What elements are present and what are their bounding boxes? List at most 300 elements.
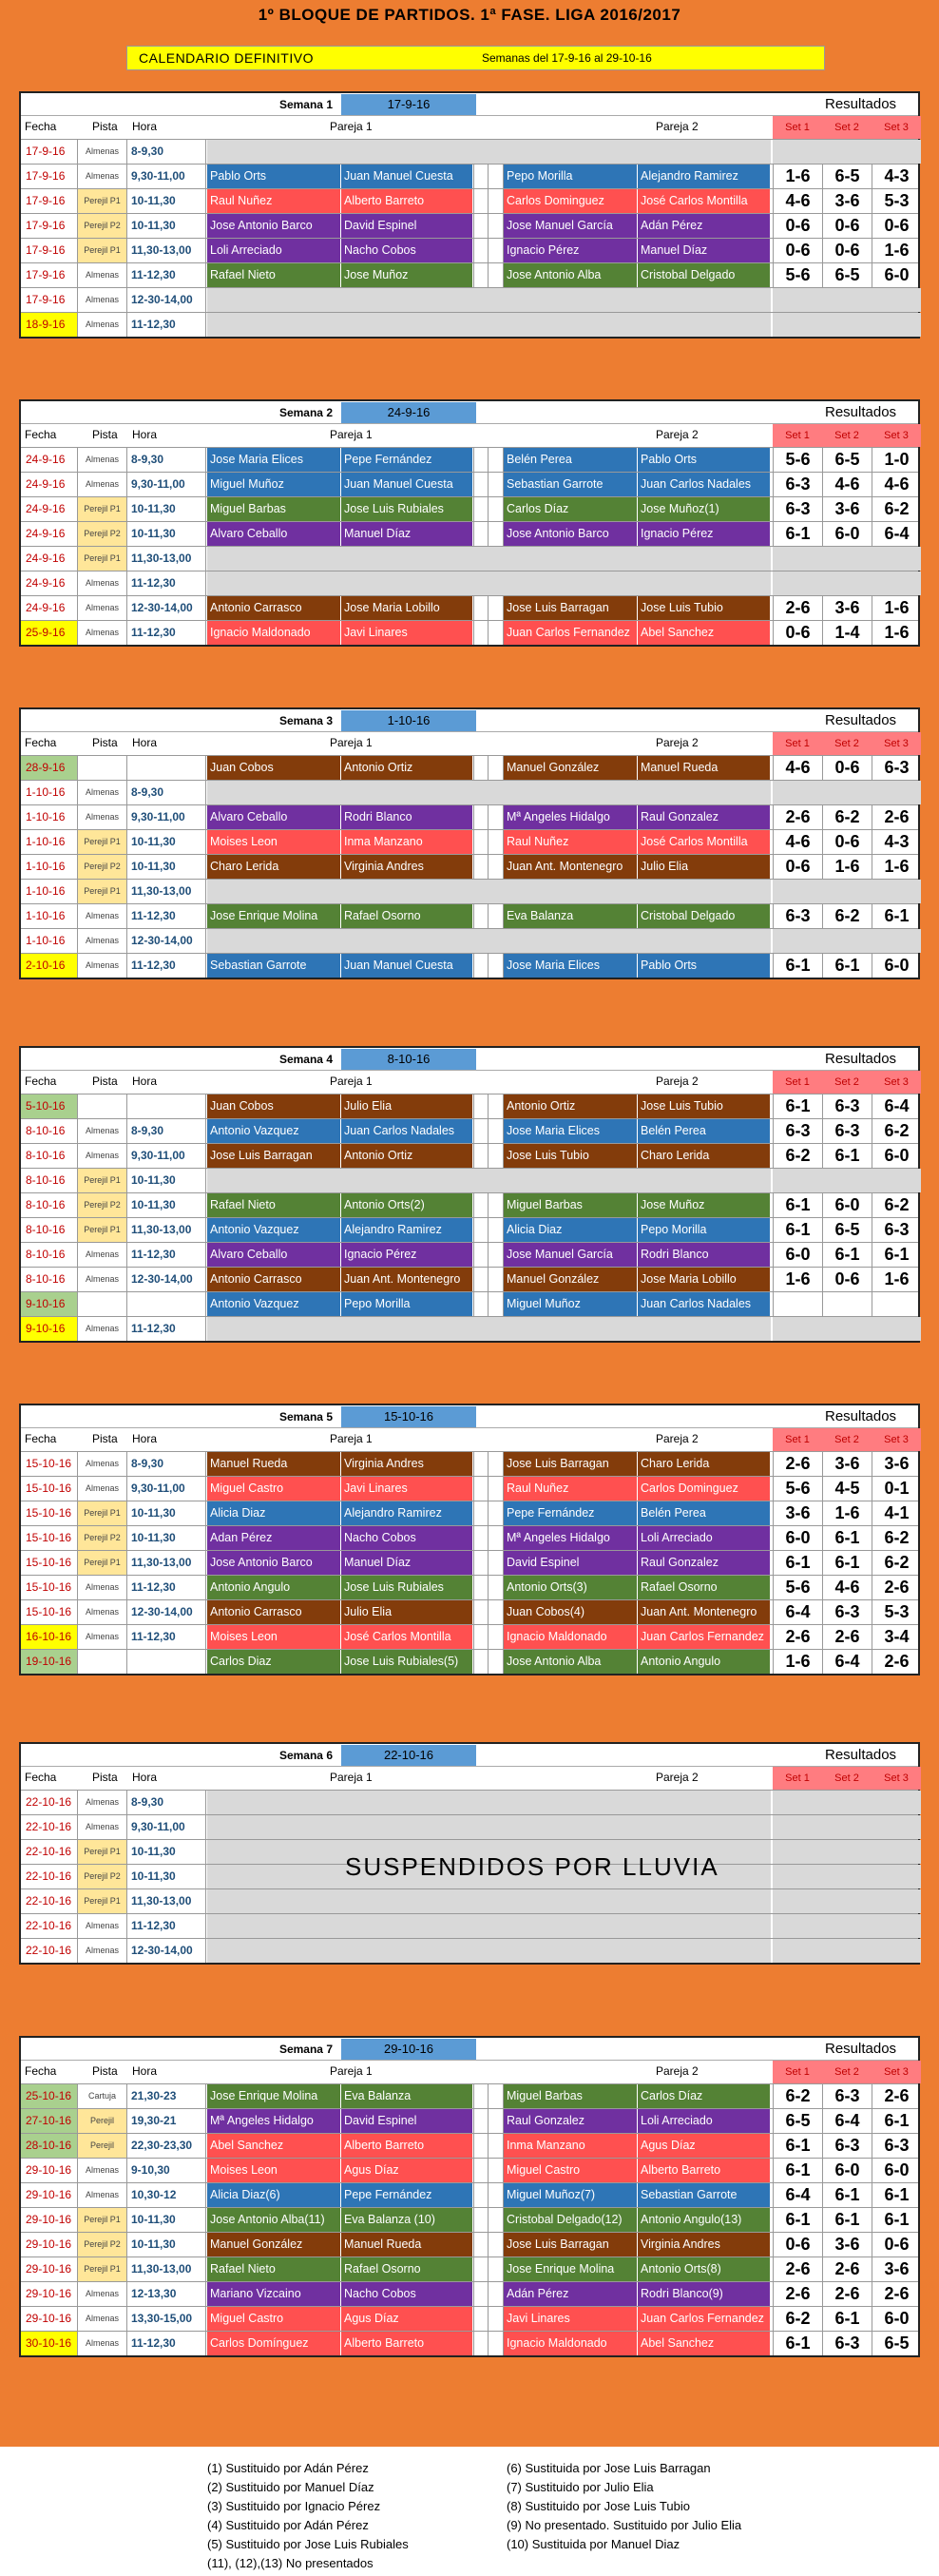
pair2-player-b: Belén Perea bbox=[638, 1119, 771, 1143]
set-2-score: 3-6 bbox=[822, 1452, 872, 1476]
set-3-score: 0-6 bbox=[872, 2233, 921, 2256]
pair1-player-a: Miguel Castro bbox=[207, 1477, 341, 1501]
match-time: 11-12,30 bbox=[127, 1243, 206, 1267]
match-date: 29-10-16 bbox=[21, 2159, 78, 2182]
set-3-score: 4-6 bbox=[872, 473, 921, 496]
week-header bbox=[21, 1744, 918, 1767]
match-court bbox=[78, 1292, 127, 1316]
pair2-player-b: Julio Elia bbox=[638, 855, 771, 879]
pair2-player-b: Cristobal Delgado bbox=[638, 904, 771, 928]
week-date: 15-10-16 bbox=[341, 1406, 476, 1427]
separator bbox=[489, 165, 504, 188]
col-header-fecha: Fecha bbox=[25, 428, 57, 441]
set-1-score: 6-1 bbox=[773, 2208, 822, 2232]
match-time: 10-11,30 bbox=[127, 2208, 206, 2232]
set-2-score: 6-3 bbox=[822, 1600, 872, 1624]
match-time: 9,30-11,00 bbox=[127, 165, 206, 188]
set-3-score: 5-3 bbox=[872, 1600, 921, 1624]
col-header-set3: Set 3 bbox=[872, 732, 921, 755]
empty-scores bbox=[773, 1791, 921, 1814]
match-time: 8-9,30 bbox=[127, 1791, 206, 1814]
match-time: 10-11,30 bbox=[127, 855, 206, 879]
match-court: Perejil bbox=[78, 2134, 127, 2158]
match-date: 27-10-16 bbox=[21, 2109, 78, 2133]
match-row bbox=[21, 2182, 918, 2207]
col-header-fecha: Fecha bbox=[25, 120, 57, 133]
col-header-pista: Pista bbox=[92, 1075, 118, 1088]
match-row bbox=[21, 1217, 918, 1242]
col-header-pareja2: Pareja 2 bbox=[656, 736, 699, 749]
pair1-player-a: Alicia Diaz(6) bbox=[207, 2183, 341, 2207]
col-header-set3: Set 3 bbox=[872, 2061, 921, 2083]
col-header-fecha: Fecha bbox=[25, 1771, 57, 1784]
match-court: Perejil P1 bbox=[78, 189, 127, 213]
pair2-player-a: Manuel González bbox=[504, 1268, 638, 1291]
separator bbox=[489, 448, 504, 472]
col-header-hora: Hora bbox=[132, 1432, 158, 1445]
match-row bbox=[21, 1599, 918, 1624]
separator bbox=[489, 904, 504, 928]
match-court: Almenas bbox=[78, 2183, 127, 2207]
pair2-player-a: Adán Pérez bbox=[504, 2282, 638, 2306]
separator bbox=[473, 1452, 489, 1476]
pair1-player-a: Raul Nuñez bbox=[207, 189, 341, 213]
match-row bbox=[21, 1501, 918, 1525]
col-header-set3: Set 3 bbox=[872, 1767, 921, 1790]
match-court: Almenas bbox=[78, 1268, 127, 1291]
set-1-score: 6-1 bbox=[773, 1551, 822, 1575]
separator bbox=[489, 2282, 504, 2306]
col-header-pista: Pista bbox=[92, 1432, 118, 1445]
match-row bbox=[21, 2108, 918, 2133]
separator bbox=[473, 1526, 489, 1550]
set-2-score: 3-6 bbox=[822, 596, 872, 620]
week-table bbox=[19, 2036, 920, 2357]
set-3-score: 1-6 bbox=[872, 239, 921, 262]
pair2-player-b: Ignacio Pérez bbox=[638, 522, 771, 546]
set-1-score: 2-6 bbox=[773, 1452, 822, 1476]
pair1-player-a: Antonio Vazquez bbox=[207, 1218, 341, 1242]
pair1-player-b: Agus Díaz bbox=[341, 2307, 473, 2331]
set-2-score: 0-6 bbox=[822, 214, 872, 238]
set-1-score: 6-1 bbox=[773, 1193, 822, 1217]
pair2-player-b: Pablo Orts bbox=[638, 448, 771, 472]
pair1-player-a: Miguel Castro bbox=[207, 2307, 341, 2331]
pair2-player-b: Manuel Díaz bbox=[638, 239, 771, 262]
set-2-score: 0-6 bbox=[822, 756, 872, 780]
empty-scores bbox=[773, 1914, 921, 1938]
pair2-player-b: Pablo Orts bbox=[638, 954, 771, 978]
separator bbox=[489, 522, 504, 546]
match-row bbox=[21, 2331, 918, 2355]
match-date: 1-10-16 bbox=[21, 781, 78, 804]
pair1-player-a: Juan Cobos bbox=[207, 1094, 341, 1118]
match-time: 12-30-14,00 bbox=[127, 596, 206, 620]
week-header bbox=[21, 709, 918, 732]
empty-slot bbox=[207, 1815, 771, 1839]
separator bbox=[489, 1526, 504, 1550]
match-row bbox=[21, 1624, 918, 1649]
pair1-player-a: Rafael Nieto bbox=[207, 263, 341, 287]
separator bbox=[473, 189, 489, 213]
match-time: 11-12,30 bbox=[127, 1914, 206, 1938]
week-table bbox=[19, 1404, 920, 1675]
set-3-score: 6-2 bbox=[872, 1526, 921, 1550]
set-2-score: 0-6 bbox=[822, 830, 872, 854]
set-1-score: 6-1 bbox=[773, 2159, 822, 2182]
col-header-pista: Pista bbox=[92, 1771, 118, 1784]
match-date: 29-10-16 bbox=[21, 2233, 78, 2256]
col-header-pareja2: Pareja 2 bbox=[656, 1771, 699, 1784]
pair1-player-b: Javi Linares bbox=[341, 1477, 473, 1501]
empty-slot bbox=[207, 1889, 771, 1913]
set-3-score: 1-6 bbox=[872, 621, 921, 645]
match-time: 9,30-11,00 bbox=[127, 1144, 206, 1168]
set-3-score: 3-6 bbox=[872, 1452, 921, 1476]
match-time: 10-11,30 bbox=[127, 1193, 206, 1217]
footnote: (10) Sustituida por Manuel Diaz bbox=[507, 2537, 680, 2551]
week-date: 29-10-16 bbox=[341, 2039, 476, 2060]
pair2-player-b: Juan Carlos Fernandez bbox=[638, 2307, 771, 2331]
pair2-player-b: Alejandro Ramirez bbox=[638, 165, 771, 188]
match-row bbox=[21, 1938, 918, 1963]
pair2-player-a: Ignacio Pérez bbox=[504, 239, 638, 262]
pair1-player-b: Alberto Barreto bbox=[341, 2332, 473, 2355]
col-header-pareja1: Pareja 1 bbox=[330, 2064, 373, 2078]
match-date: 1-10-16 bbox=[21, 904, 78, 928]
pair2-player-a: Juan Carlos Fernandez bbox=[504, 621, 638, 645]
match-time: 8-9,30 bbox=[127, 781, 206, 804]
set-2-score: 6-1 bbox=[822, 1243, 872, 1267]
separator bbox=[473, 2257, 489, 2281]
pair2-player-b: Adán Pérez bbox=[638, 214, 771, 238]
set-1-score: 5-6 bbox=[773, 1477, 822, 1501]
match-row bbox=[21, 755, 918, 780]
match-court bbox=[78, 756, 127, 780]
separator bbox=[489, 2134, 504, 2158]
pair1-player-a: Loli Arreciado bbox=[207, 239, 341, 262]
pair2-player-a: Jose Luis Barragan bbox=[504, 2233, 638, 2256]
match-date: 5-10-16 bbox=[21, 1094, 78, 1118]
match-date: 24-9-16 bbox=[21, 473, 78, 496]
match-date: 1-10-16 bbox=[21, 805, 78, 829]
pair1-player-b: Jose Muñoz bbox=[341, 263, 473, 287]
pair2-player-a: Jose Manuel García bbox=[504, 1243, 638, 1267]
set-3-score: 1-0 bbox=[872, 448, 921, 472]
match-court: Almenas bbox=[78, 621, 127, 645]
separator bbox=[489, 1292, 504, 1316]
week-date: 1-10-16 bbox=[341, 710, 476, 731]
set-1-score: 2-6 bbox=[773, 596, 822, 620]
separator bbox=[473, 2084, 489, 2108]
set-2-score: 3-6 bbox=[822, 189, 872, 213]
match-time: 19,30-21 bbox=[127, 2109, 206, 2133]
match-court: Perejil bbox=[78, 2109, 127, 2133]
set-1-score: 6-1 bbox=[773, 522, 822, 546]
set-2-score: 6-0 bbox=[822, 2159, 872, 2182]
separator bbox=[473, 263, 489, 287]
match-court: Almenas bbox=[78, 596, 127, 620]
match-court: Perejil P1 bbox=[78, 1551, 127, 1575]
separator bbox=[473, 1625, 489, 1649]
pair1-player-b: Rafael Osorno bbox=[341, 904, 473, 928]
match-time: 11,30-13,00 bbox=[127, 1551, 206, 1575]
col-header-set1: Set 1 bbox=[773, 424, 822, 447]
match-date: 24-9-16 bbox=[21, 596, 78, 620]
set-2-score: 3-6 bbox=[822, 497, 872, 521]
set-3-score: 0-6 bbox=[872, 214, 921, 238]
empty-scores bbox=[773, 1317, 921, 1341]
separator bbox=[489, 1477, 504, 1501]
set-3-score: 6-1 bbox=[872, 2109, 921, 2133]
match-court: Perejil P2 bbox=[78, 214, 127, 238]
separator bbox=[473, 2233, 489, 2256]
pair2-player-a: Miguel Muñoz(7) bbox=[504, 2183, 638, 2207]
set-2-score: 6-2 bbox=[822, 805, 872, 829]
separator bbox=[473, 1243, 489, 1267]
empty-slot bbox=[207, 1791, 771, 1814]
pair1-player-b: Virginia Andres bbox=[341, 855, 473, 879]
empty-slot bbox=[207, 929, 771, 953]
set-3-score: 2-6 bbox=[872, 1650, 921, 1674]
set-1-score: 0-6 bbox=[773, 621, 822, 645]
match-date: 30-10-16 bbox=[21, 2332, 78, 2355]
match-row bbox=[21, 1118, 918, 1143]
pair2-player-b: Juan Carlos Nadales bbox=[638, 1292, 771, 1316]
match-date: 17-9-16 bbox=[21, 288, 78, 312]
match-time: 8-9,30 bbox=[127, 140, 206, 164]
pair2-player-b: Raul Gonzalez bbox=[638, 805, 771, 829]
match-court: Almenas bbox=[78, 313, 127, 337]
week-label: Semana 6 bbox=[278, 1749, 333, 1762]
col-header-pareja1: Pareja 1 bbox=[330, 1771, 373, 1784]
set-3-score: 2-6 bbox=[872, 805, 921, 829]
set-1-score: 6-4 bbox=[773, 2183, 822, 2207]
pair1-player-b: Juan Manuel Cuesta bbox=[341, 473, 473, 496]
set-2-score: 6-2 bbox=[822, 904, 872, 928]
pair2-player-a: Ignacio Maldonado bbox=[504, 1625, 638, 1649]
match-time: 11-12,30 bbox=[127, 2332, 206, 2355]
notes-right bbox=[507, 2461, 741, 2556]
col-header-fecha: Fecha bbox=[25, 1075, 57, 1088]
col-header-pareja2: Pareja 2 bbox=[656, 428, 699, 441]
set-2-score: 2-6 bbox=[822, 2257, 872, 2281]
match-row bbox=[21, 1525, 918, 1550]
set-1-score: 1-6 bbox=[773, 165, 822, 188]
separator bbox=[489, 1452, 504, 1476]
set-3-score: 6-0 bbox=[872, 2307, 921, 2331]
match-time: 10-11,30 bbox=[127, 830, 206, 854]
separator bbox=[473, 805, 489, 829]
separator bbox=[473, 1193, 489, 1217]
pair2-player-b: Antonio Angulo bbox=[638, 1650, 771, 1674]
set-2-score: 6-1 bbox=[822, 1551, 872, 1575]
set-1-score: 0-6 bbox=[773, 239, 822, 262]
match-time: 11-12,30 bbox=[127, 313, 206, 337]
notes-left bbox=[207, 2461, 409, 2575]
column-headers bbox=[21, 1071, 918, 1094]
separator bbox=[489, 2084, 504, 2108]
pair2-player-a: Mª Angeles Hidalgo bbox=[504, 805, 638, 829]
pair2-player-b: Carlos Dominguez bbox=[638, 1477, 771, 1501]
week-table bbox=[19, 707, 920, 979]
empty-scores bbox=[773, 140, 921, 164]
match-row bbox=[21, 780, 918, 804]
match-row bbox=[21, 1291, 918, 1316]
match-court: Almenas bbox=[78, 2332, 127, 2355]
separator bbox=[473, 904, 489, 928]
set-2-score: 6-3 bbox=[822, 2332, 872, 2355]
match-date: 8-10-16 bbox=[21, 1218, 78, 1242]
match-date: 17-9-16 bbox=[21, 214, 78, 238]
pair2-player-a: Antonio Orts(3) bbox=[504, 1576, 638, 1599]
empty-slot bbox=[207, 288, 771, 312]
week-date: 17-9-16 bbox=[341, 94, 476, 115]
pair1-player-b: Manuel Díaz bbox=[341, 522, 473, 546]
match-court: Perejil P1 bbox=[78, 1169, 127, 1192]
set-2-score: 6-1 bbox=[822, 2183, 872, 2207]
separator bbox=[473, 621, 489, 645]
separator bbox=[489, 954, 504, 978]
match-court: Almenas bbox=[78, 263, 127, 287]
set-3-score: 6-0 bbox=[872, 954, 921, 978]
separator bbox=[473, 1218, 489, 1242]
empty-slot bbox=[207, 1939, 771, 1963]
separator bbox=[489, 214, 504, 238]
match-court: Almenas bbox=[78, 1477, 127, 1501]
week-label: Semana 2 bbox=[278, 406, 333, 419]
set-1-score: 6-1 bbox=[773, 1218, 822, 1242]
set-1-score: 5-6 bbox=[773, 263, 822, 287]
match-time: 11,30-13,00 bbox=[127, 1218, 206, 1242]
separator bbox=[473, 954, 489, 978]
match-date: 24-9-16 bbox=[21, 571, 78, 595]
col-header-set2: Set 2 bbox=[822, 732, 872, 755]
empty-scores bbox=[773, 880, 921, 903]
match-row bbox=[21, 953, 918, 978]
set-3-score: 6-1 bbox=[872, 2183, 921, 2207]
pair1-player-b: Alejandro Ramirez bbox=[341, 1501, 473, 1525]
set-1-score: 4-6 bbox=[773, 756, 822, 780]
match-time bbox=[127, 756, 206, 780]
pair2-player-a: Jose Antonio Alba bbox=[504, 1650, 638, 1674]
pair1-player-b: Jose Luis Rubiales bbox=[341, 1576, 473, 1599]
pair2-player-a: Jose Luis Tubio bbox=[504, 1144, 638, 1168]
match-time: 10-11,30 bbox=[127, 1865, 206, 1888]
pair2-player-a: Jose Enrique Molina bbox=[504, 2257, 638, 2281]
pair2-player-a: Manuel González bbox=[504, 756, 638, 780]
pair2-player-b: Charo Lerida bbox=[638, 1144, 771, 1168]
pair1-player-a: Jose Antonio Alba(11) bbox=[207, 2208, 341, 2232]
match-court: Almenas bbox=[78, 929, 127, 953]
set-1-score: 6-3 bbox=[773, 473, 822, 496]
pair1-player-b: Alejandro Ramirez bbox=[341, 1218, 473, 1242]
separator bbox=[473, 2134, 489, 2158]
separator bbox=[489, 2208, 504, 2232]
column-headers bbox=[21, 1767, 918, 1790]
separator bbox=[473, 497, 489, 521]
set-1-score: 2-6 bbox=[773, 2282, 822, 2306]
separator bbox=[473, 2208, 489, 2232]
set-1-score: 6-3 bbox=[773, 497, 822, 521]
pair1-player-a: Ignacio Maldonado bbox=[207, 621, 341, 645]
separator bbox=[489, 621, 504, 645]
separator bbox=[489, 497, 504, 521]
week-label: Semana 7 bbox=[278, 2043, 333, 2056]
match-court: Perejil P1 bbox=[78, 2257, 127, 2281]
match-row bbox=[21, 620, 918, 645]
match-row bbox=[21, 1476, 918, 1501]
match-court: Almenas bbox=[78, 1452, 127, 1476]
empty-slot bbox=[207, 1914, 771, 1938]
set-3-score: 6-2 bbox=[872, 1551, 921, 1575]
match-time: 8-9,30 bbox=[127, 448, 206, 472]
pair2-player-b: Juan Carlos Nadales bbox=[638, 473, 771, 496]
col-header-pareja1: Pareja 1 bbox=[330, 428, 373, 441]
match-date: 15-10-16 bbox=[21, 1576, 78, 1599]
col-header-pareja2: Pareja 2 bbox=[656, 1075, 699, 1088]
match-row bbox=[21, 1814, 918, 1839]
set-1-score bbox=[773, 1292, 822, 1316]
set-2-score: 6-5 bbox=[822, 165, 872, 188]
separator bbox=[489, 805, 504, 829]
empty-slot bbox=[207, 880, 771, 903]
pair1-player-a: Antonio Carrasco bbox=[207, 1600, 341, 1624]
pair1-player-a: Antonio Vazquez bbox=[207, 1292, 341, 1316]
match-time: 11-12,30 bbox=[127, 1625, 206, 1649]
pair2-player-a: Sebastian Garrote bbox=[504, 473, 638, 496]
match-court bbox=[78, 1650, 127, 1674]
col-header-set3: Set 3 bbox=[872, 1071, 921, 1094]
pair1-player-b: Manuel Rueda bbox=[341, 2233, 473, 2256]
page-title: 1º BLOQUE DE PARTIDOS. 1ª FASE. LIGA 2016/2017 bbox=[258, 6, 681, 24]
set-3-score: 6-3 bbox=[872, 756, 921, 780]
match-time: 9,30-11,00 bbox=[127, 805, 206, 829]
match-time: 10-11,30 bbox=[127, 1840, 206, 1864]
pair2-player-a: Pepe Fernández bbox=[504, 1501, 638, 1525]
pair2-player-b: José Carlos Montilla bbox=[638, 189, 771, 213]
separator bbox=[473, 756, 489, 780]
separator bbox=[489, 189, 504, 213]
pair2-player-b: Jose Luis Tubio bbox=[638, 1094, 771, 1118]
match-date: 15-10-16 bbox=[21, 1501, 78, 1525]
col-header-pareja1: Pareja 1 bbox=[330, 736, 373, 749]
pair2-player-b: Abel Sanchez bbox=[638, 621, 771, 645]
col-header-set1: Set 1 bbox=[773, 116, 822, 139]
match-date: 8-10-16 bbox=[21, 1119, 78, 1143]
match-date: 24-9-16 bbox=[21, 497, 78, 521]
match-date: 22-10-16 bbox=[21, 1865, 78, 1888]
empty-slot bbox=[207, 571, 771, 595]
pair1-player-b: Agus Díaz bbox=[341, 2159, 473, 2182]
set-2-score: 2-6 bbox=[822, 2282, 872, 2306]
match-date: 24-9-16 bbox=[21, 522, 78, 546]
match-row bbox=[21, 238, 918, 262]
match-row bbox=[21, 804, 918, 829]
set-3-score: 6-0 bbox=[872, 2159, 921, 2182]
pair2-player-a: Miguel Barbas bbox=[504, 1193, 638, 1217]
pair2-player-a: Juan Ant. Montenegro bbox=[504, 855, 638, 879]
match-court: Almenas bbox=[78, 1600, 127, 1624]
match-date: 9-10-16 bbox=[21, 1317, 78, 1341]
pair1-player-b: Rodri Blanco bbox=[341, 805, 473, 829]
col-header-pareja1: Pareja 1 bbox=[330, 120, 373, 133]
match-court: Perejil P1 bbox=[78, 880, 127, 903]
separator bbox=[473, 1268, 489, 1291]
pair2-player-a: David Espinel bbox=[504, 1551, 638, 1575]
match-court: Almenas bbox=[78, 1576, 127, 1599]
pair1-player-b: Pepe Fernández bbox=[341, 448, 473, 472]
